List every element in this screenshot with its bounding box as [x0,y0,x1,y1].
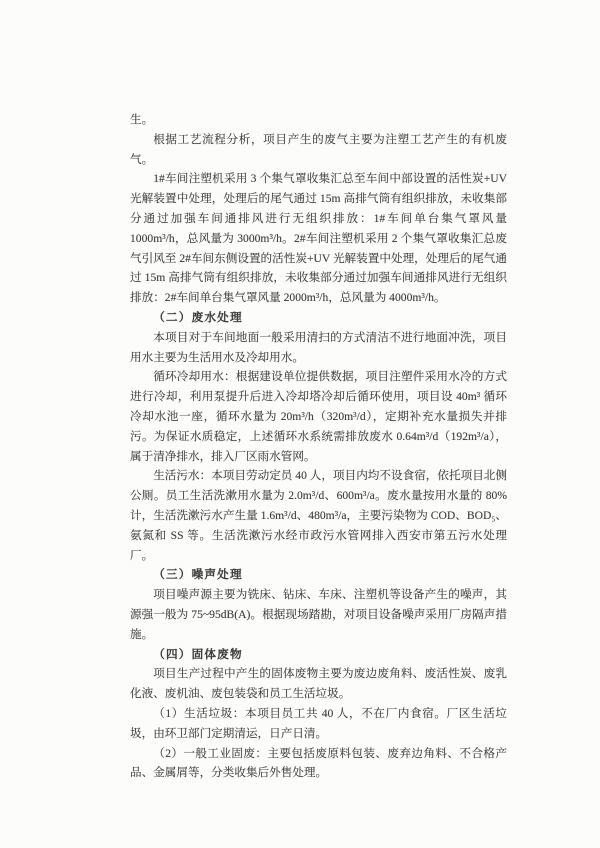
heading-solid-waste: （四）固体废物 [153,647,243,661]
paragraph-domestic-garbage: （1）生活垃圾：本项目员工共 40 人，不在厂内食宿。厂区生活垃圾，由环卫部门定期清运，日产日清。 [130,706,507,740]
paragraph-circulating-cooling-water: 循环冷却用水：根据建设单位提供数据，项目注塑件采用水冷的方式进行冷却，利用泵提升后进入冷却塔冷却后循环使用，项目设 40m³ 循环冷却水池一座，循环水量为 20m³/h（320m³/d），定期补充水量损失并排污。为保证水质稳定，上述循环水系统需排放废水 0.64m³/d（192m³/a），属于清净排水，排入厂区雨水管网。 [130,370,507,463]
document-body-text [130,110,507,783]
paragraph-general-industrial-waste: （2）一般工业固废：主要包括废原料包装、废弃边角料、不合格产品、金属屑等，分类收集后外售处理。 [130,746,507,780]
heading-wastewater-treatment: （二）废水处理 [153,310,243,324]
continued-text-line: 生。 [130,113,154,126]
paragraph-process-analysis: 根据工艺流程分析，项目产生的废气主要为注塑工艺产生的有机废气。 [130,132,507,166]
paragraph-noise-sources: 项目噪声源主要为铣床、钻床、车床、注塑机等设备产生的噪声，其源强一般为 75~95dB(A)。根据现场踏勘，对项目设备噪声采用厂房隔声措施。 [130,588,507,641]
paragraph-domestic-sewage: 生活污水：本项目劳动定员 40 人，项目内均不设食宿，依托项目北侧公厕。员工生活洗漱用水量为 2.0m³/d、600m³/a。废水量按用水量的 80%计，生活洗漱污水产生量 1.6m³/d、480m³/a，主要污染物为 COD、BOD₅、氨氮和 SS 等。生活洗漱污水经市政污水管网排入西安市第五污水处理厂。 [130,469,507,562]
paragraph-solid-waste-overview: 项目生产过程中产生的固体废物主要为废边废角料、废活性炭、废乳化液、废机油、废包装袋和员工生活垃圾。 [130,667,507,701]
paragraph-floor-cleaning-water-use: 本项目对于车间地面一般采用清扫的方式清洁不进行地面冲洗，项目用水主要为生活用水及冷却用水。 [130,330,507,364]
paragraph-workshop-exhaust-treatment: 1#车间注塑机采用 3 个集气罩收集汇总至车间中部设置的活性炭+UV 光解装置中处理，处理后的尾气通过 15m 高排气筒有组织排放，未收集部分通过加强车间通排风进行无组织排放：1#车间单台集气罩风量 1000m³/h，总风量为 3000m³/h。2#车间注塑机采用 2 个集气罩收集汇总废气引风至 2#车间东侧设置的活性炭+UV 光解装置中处理，处理后的尾气通过 15m 高排气筒有组织排放，未收集部分通过加强车间通排风进行无组织排放：2#车间单台集气罩风量 2000m³/h，总风量为 4000m³/h。 [130,172,507,305]
heading-noise-treatment: （三）噪声处理 [153,568,243,582]
